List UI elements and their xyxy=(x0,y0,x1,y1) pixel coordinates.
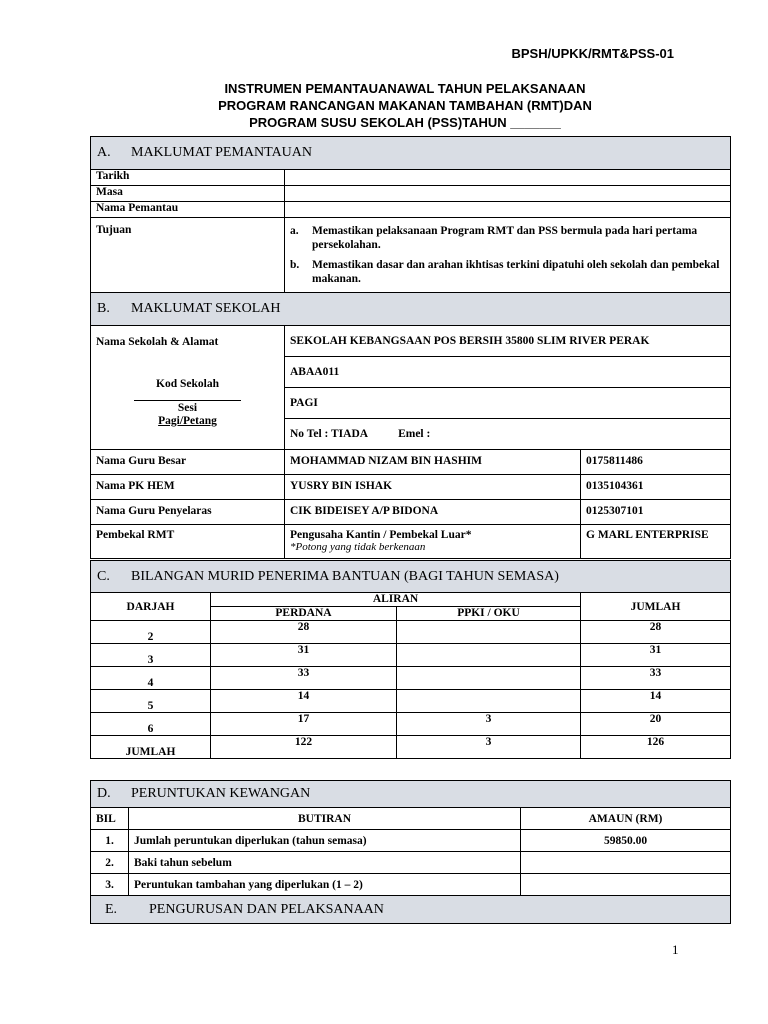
darjah-cell: 4 xyxy=(91,667,211,690)
jumlah-cell: 14 xyxy=(581,690,731,713)
section-c-heading: C. BILANGAN MURID PENERIMA BANTUAN (BAGI TAHUN SEMASA) xyxy=(91,561,731,593)
tarikh-label: Tarikh xyxy=(91,170,285,186)
tujuan-item: b. Memastikan dasar dan arahan ikhtisas terkini dipatuhi oleh sekolah dan pembekal makanan. xyxy=(290,259,720,285)
pembekal-type: Pengusaha Kantin / Pembekal Luar* xyxy=(290,529,472,541)
amaun-cell[interactable] xyxy=(521,874,731,896)
darjah-header: DARJAH xyxy=(91,593,211,621)
emel-label: Emel : xyxy=(398,428,431,440)
guru-besar-name: MOHAMMAD NIZAM BIN HASHIM xyxy=(285,450,581,475)
guru-besar-label: Nama Guru Besar xyxy=(91,450,285,475)
section-a-heading: A. MAKLUMAT PEMANTAUAN xyxy=(91,137,731,170)
section-b-heading: B. MAKLUMAT SEKOLAH xyxy=(91,293,731,326)
table-row xyxy=(91,874,731,896)
amaun-header: AMAUN (RM) xyxy=(521,808,731,830)
nama-pemantau-field[interactable] xyxy=(285,202,731,218)
jumlah-cell: 31 xyxy=(581,644,731,667)
ppki-cell: 3 xyxy=(397,736,581,759)
tujuan-label: Tujuan xyxy=(91,218,285,293)
jumlah-cell: 20 xyxy=(581,713,731,736)
amaun-cell: 59850.00 xyxy=(521,830,731,852)
nama-pemantau-label: Nama Pemantau xyxy=(91,202,285,218)
pembekal-name: G MARL ENTERPRISE xyxy=(581,525,731,559)
section-c-table xyxy=(90,560,731,759)
darjah-cell: 3 xyxy=(91,644,211,667)
page-number: 1 xyxy=(672,942,679,957)
tel-value: No Tel : TIADA xyxy=(290,428,369,440)
ppki-cell xyxy=(397,644,581,667)
guru-penyelaras-phone: 0125307101 xyxy=(581,500,731,525)
sesi-label: Sesi xyxy=(134,400,241,415)
pk-hem-label: Nama PK HEM xyxy=(91,475,285,500)
section-e-heading: E. PENGURUSAN DAN PELAKSANAAN xyxy=(91,896,731,924)
perdana-cell: 33 xyxy=(211,667,397,690)
kod-sekolah-value: ABAA011 xyxy=(285,357,731,388)
table-row xyxy=(91,830,731,852)
butiran-cell: Peruntukan tambahan yang diperlukan (1 – 2) xyxy=(129,874,521,896)
bil-header: BIL xyxy=(91,808,129,830)
bil-cell: 3. xyxy=(91,874,129,896)
section-d-heading: D. PERUNTUKAN KEWANGAN xyxy=(91,781,731,808)
table-row xyxy=(91,690,731,713)
butiran-header: BUTIRAN xyxy=(129,808,521,830)
jumlah-header: JUMLAH xyxy=(581,593,731,621)
pembekal-label: Pembekal RMT xyxy=(91,525,285,559)
perdana-cell: 31 xyxy=(211,644,397,667)
masa-field[interactable] xyxy=(285,186,731,202)
butiran-cell: Baki tahun sebelum xyxy=(129,852,521,874)
section-d-e-table xyxy=(90,780,731,924)
title-line-3: PROGRAM SUSU SEKOLAH (PSS)TAHUN _______ xyxy=(249,115,561,130)
pk-hem-name: YUSRY BIN ISHAK xyxy=(285,475,581,500)
aliran-header: ALIRAN xyxy=(211,593,581,607)
amaun-cell[interactable] xyxy=(521,852,731,874)
guru-besar-phone: 0175811486 xyxy=(581,450,731,475)
perdana-cell: 28 xyxy=(211,621,397,644)
total-row xyxy=(91,736,731,759)
document-title xyxy=(0,80,768,131)
perdana-cell: 17 xyxy=(211,713,397,736)
table-row xyxy=(91,621,731,644)
jumlah-cell: 28 xyxy=(581,621,731,644)
perdana-cell: 14 xyxy=(211,690,397,713)
contact-row xyxy=(285,419,731,450)
ppki-cell xyxy=(397,690,581,713)
ppki-cell xyxy=(397,667,581,690)
tarikh-field[interactable] xyxy=(285,170,731,186)
school-info-labels xyxy=(91,326,285,450)
table-row xyxy=(91,644,731,667)
guru-penyelaras-label: Nama Guru Penyelaras xyxy=(91,500,285,525)
title-line-2: PROGRAM RANCANGAN MAKANAN TAMBAHAN (RMT)DAN xyxy=(218,98,592,113)
butiran-cell: Jumlah peruntukan diperlukan (tahun semasa) xyxy=(129,830,521,852)
darjah-cell: 2 xyxy=(91,621,211,644)
table-row xyxy=(91,713,731,736)
pk-hem-phone: 0135104361 xyxy=(581,475,731,500)
tujuan-item: a. Memastikan pelaksanaan Program RMT dan PSS bermula pada hari pertama persekolahan. xyxy=(290,225,698,251)
title-line-1: INSTRUMEN PEMANTAUANAWAL TAHUN PELAKSANAAN xyxy=(224,81,586,96)
perdana-header: PERDANA xyxy=(211,607,397,621)
sesi-value: PAGI xyxy=(285,388,731,419)
ppki-header: PPKI / OKU xyxy=(397,607,581,621)
masa-label: Masa xyxy=(91,186,285,202)
jumlah-cell: 33 xyxy=(581,667,731,690)
bil-cell: 2. xyxy=(91,852,129,874)
document-code: BPSH/UPKK/RMT&PSS-01 xyxy=(511,46,674,61)
ppki-cell: 3 xyxy=(397,713,581,736)
darjah-cell: JUMLAH xyxy=(91,736,211,759)
table-row xyxy=(91,852,731,874)
kod-sekolah-label: Kod Sekolah xyxy=(156,378,219,390)
jumlah-cell: 126 xyxy=(581,736,731,759)
ppki-cell xyxy=(397,621,581,644)
table-row xyxy=(91,667,731,690)
perdana-cell: 122 xyxy=(211,736,397,759)
darjah-cell: 5 xyxy=(91,690,211,713)
nama-sekolah-label: Nama Sekolah & Alamat xyxy=(96,336,219,348)
tujuan-list xyxy=(285,218,731,293)
guru-penyelaras-name: CIK BIDEISEY A/P BIDONA xyxy=(285,500,581,525)
pembekal-type-cell xyxy=(285,525,581,559)
section-a-b-table xyxy=(90,136,731,559)
pembekal-note: *Potong yang tidak berkenaan xyxy=(290,541,426,553)
nama-sekolah-value: SEKOLAH KEBANGSAAN POS BERSIH 35800 SLIM RIVER PERAK xyxy=(285,326,731,357)
darjah-cell: 6 xyxy=(91,713,211,736)
bil-cell: 1. xyxy=(91,830,129,852)
sesi-sublabel: Pagi/Petang xyxy=(158,415,217,427)
